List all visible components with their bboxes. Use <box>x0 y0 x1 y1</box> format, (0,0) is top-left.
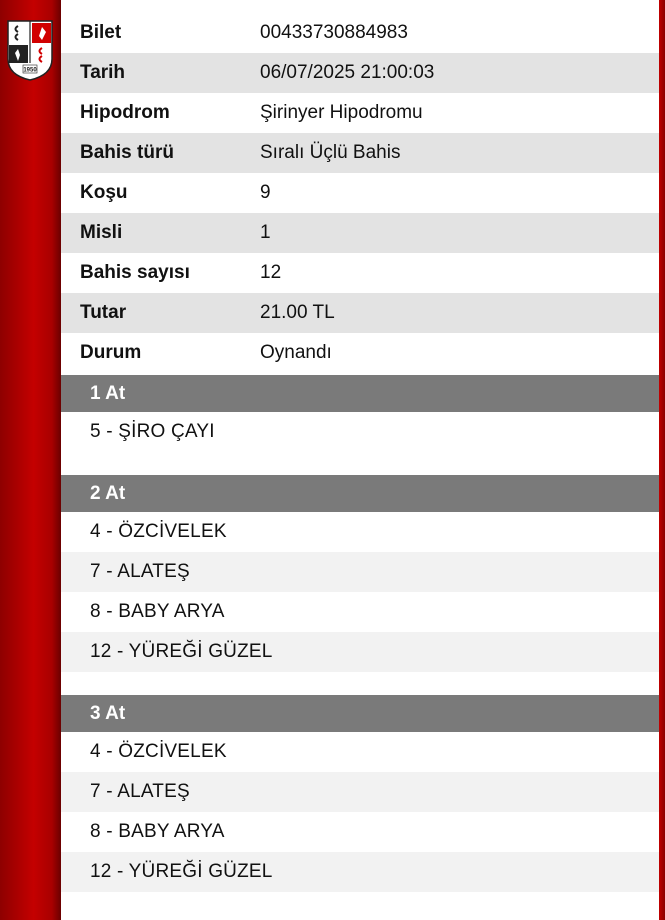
horse-row <box>61 732 659 772</box>
selection-title: 1 At <box>90 382 126 404</box>
ticket-info-row <box>61 133 659 173</box>
horse-row <box>61 512 659 552</box>
selection-header <box>61 375 659 412</box>
horse-row <box>61 592 659 632</box>
sidebar <box>0 0 61 920</box>
ticket-info-row <box>61 93 659 133</box>
logo-year: 1950 <box>23 67 37 74</box>
horse-name: 7 - ALATEŞ <box>90 781 190 802</box>
ticket-info-label: Durum <box>80 342 142 363</box>
ticket-detail-panel <box>61 0 659 920</box>
horse-name: 7 - ALATEŞ <box>90 561 190 582</box>
horse-name: 8 - BABY ARYA <box>90 601 225 622</box>
ticket-info-value: 9 <box>260 182 271 203</box>
horse-row <box>61 812 659 852</box>
ticket-info-row <box>61 293 659 333</box>
horse-row <box>61 632 659 672</box>
ticket-info-row <box>61 13 659 53</box>
selection-header <box>61 475 659 512</box>
ticket-info-value: Şirinyer Hipodromu <box>260 102 423 123</box>
horse-row <box>61 772 659 812</box>
ticket-info-row <box>61 333 659 373</box>
selection-header <box>61 695 659 732</box>
ticket-info-label: Tutar <box>80 302 127 323</box>
horse-row <box>61 412 659 452</box>
ticket-info-label: Misli <box>80 222 123 243</box>
ticket-info-value: 12 <box>260 262 282 283</box>
ticket-info-label: Bahis türü <box>80 142 174 163</box>
horse-name: 12 - YÜREĞİ GÜZEL <box>90 641 273 662</box>
ticket-info-label: Bilet <box>80 22 122 43</box>
horse-row <box>61 552 659 592</box>
horse-name: 5 - ŞİRO ÇAYI <box>90 421 215 442</box>
ticket-info-label: Tarih <box>80 62 126 83</box>
ticket-info-row <box>61 173 659 213</box>
ticket-info-row <box>61 53 659 93</box>
horse-row <box>61 852 659 892</box>
ticket-info-value: 06/07/2025 21:00:03 <box>260 62 435 83</box>
ticket-info-label: Koşu <box>80 182 128 203</box>
ticket-info-value: Sıralı Üçlü Bahis <box>260 142 401 163</box>
horse-name: 8 - BABY ARYA <box>90 821 225 842</box>
ticket-info-row <box>61 253 659 293</box>
ticket-info-value: 00433730884983 <box>260 22 408 43</box>
ticket-info-label: Bahis sayısı <box>80 262 190 283</box>
horse-name: 12 - YÜREĞİ GÜZEL <box>90 861 273 882</box>
selection-title: 2 At <box>90 482 126 504</box>
ticket-info-value: Oynandı <box>260 342 332 363</box>
ticket-info-row <box>61 213 659 253</box>
selection-title: 3 At <box>90 702 126 724</box>
ticket-info-value: 21.00 TL <box>260 302 335 323</box>
right-border <box>659 0 665 920</box>
horse-name: 4 - ÖZCİVELEK <box>90 741 227 762</box>
club-crest-icon <box>5 19 55 81</box>
horse-name: 4 - ÖZCİVELEK <box>90 521 227 542</box>
ticket-info-label: Hipodrom <box>80 102 170 123</box>
ticket-info-value: 1 <box>260 222 271 243</box>
